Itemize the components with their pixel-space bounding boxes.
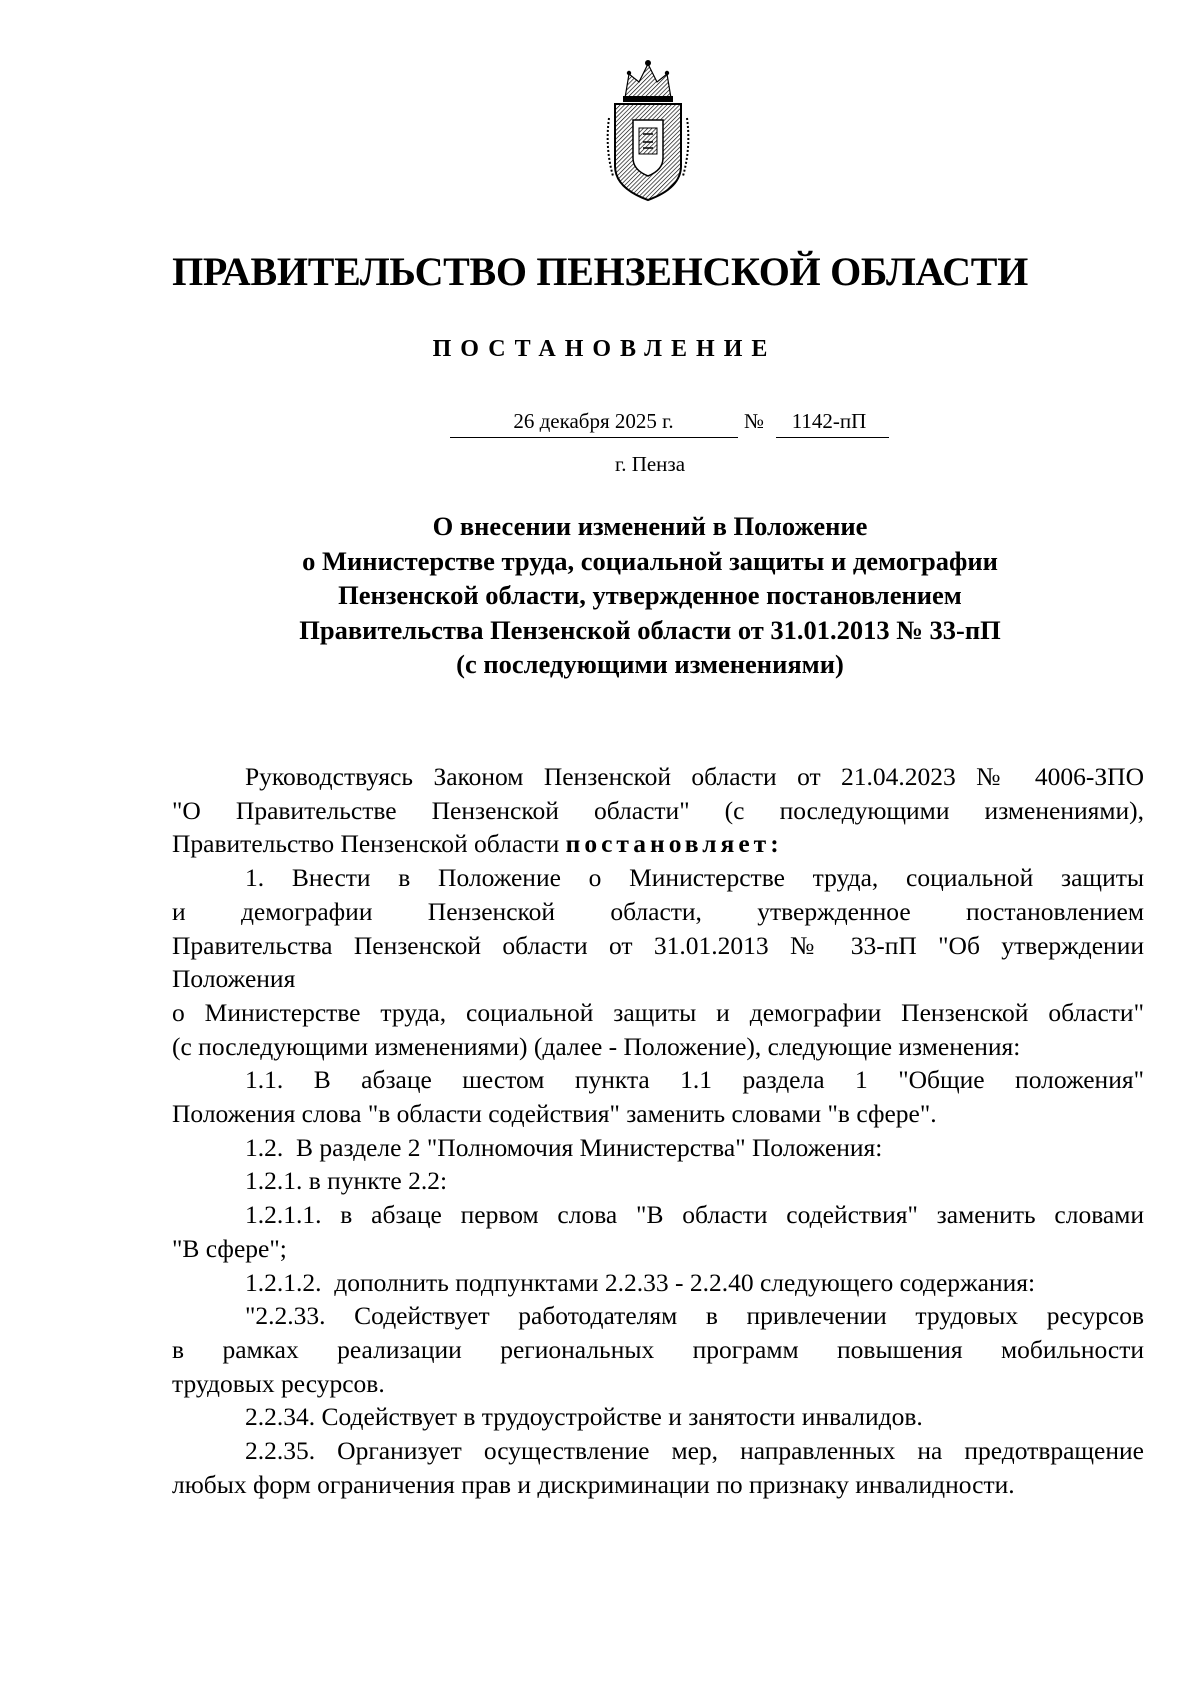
body-text-span: Правительство Пензенской области [172, 829, 566, 859]
body-line: 1.1. В абзаце шестом пункта 1.1 раздела 1 "Общие положения" [245, 1065, 1144, 1095]
document-body [172, 760, 1144, 1501]
body-line: "В сфере"; [172, 1233, 287, 1263]
document-heading [0, 509, 1200, 682]
document-date: 26 декабря 2025 г. [513, 409, 674, 433]
coat-of-arms-icon [603, 58, 693, 206]
government-title: ПРАВИТЕЛЬСТВО ПЕНЗЕНСКОЙ ОБЛАСТИ [172, 249, 1028, 294]
date-underline [450, 437, 738, 438]
body-line: 1.2. В разделе 2 "Полномочия Министерства" Положения: [245, 1132, 883, 1162]
body-line: 1.2.1.2. дополнить подпунктами 2.2.33 - 2.2.40 следующего содержания: [245, 1267, 1036, 1297]
body-line: о Министерстве труда, социальной защиты и демографии Пензенской области" [172, 997, 1144, 1027]
body-line: в рамках реализации региональных программ повышения мобильности [172, 1334, 1144, 1364]
body-line: трудовых ресурсов. [172, 1368, 385, 1398]
heading-line: Правительства Пензенской области от 31.01.2013 № 33-пП [299, 614, 1001, 645]
document-type: ПОСТАНОВЛЕНИЕ [432, 336, 777, 362]
body-line: 1.2.1. в пункте 2.2: [245, 1166, 448, 1196]
heading-line: о Министерстве труда, социальной защиты и демографии [302, 545, 998, 576]
body-line: любых форм ограничения прав и дискриминации по признаку инвалидности. [172, 1469, 1015, 1499]
body-line: 1.2.1.1. в абзаце первом слова "В области содействия" заменить словами [245, 1200, 1144, 1230]
body-line [172, 827, 1144, 861]
body-line: (с последующими изменениями) (далее - Положение), следующие изменения: [172, 1031, 1021, 1061]
heading-line: Пензенской области, утвержденное постановлением [338, 580, 962, 610]
number-sign: № [743, 409, 765, 433]
body-line: Положения слова "в области содействия" заменить словами "в сфере". [172, 1099, 937, 1129]
body-line: 2.2.34. Содействует в трудоустройстве и занятости инвалидов. [245, 1402, 923, 1432]
body-line: "2.2.33. Содействует работодателям в привлечении трудовых ресурсов [245, 1301, 1144, 1331]
body-line: Руководствуясь Законом Пензенской области от 21.04.2023 № 4006-ЗПО [245, 762, 1144, 791]
body-line: 2.2.35. Организует осуществление мер, направленных на предотвращение [245, 1436, 1144, 1466]
body-line: 1. Внести в Положение о Министерстве труда, социальной защиты [245, 863, 1144, 893]
heading-line: (с последующими изменениями) [456, 649, 844, 679]
heading-line: О внесении изменений в Положение [432, 511, 868, 541]
body-line: Положения [172, 964, 296, 994]
issue-city: г. Пенза [614, 452, 686, 476]
body-line: "О Правительстве Пензенской области" (с последующими изменениями), [172, 795, 1144, 825]
body-line: Правительства Пензенской области от 31.01.2013 № 33-пП "Об утверждении [172, 930, 1144, 960]
body-line: и демографии Пензенской области, утвержденное постановлением [172, 896, 1144, 926]
document-number: 1142-пП [791, 409, 867, 433]
number-underline [776, 437, 889, 438]
resolves-word: постановляет: [565, 829, 783, 859]
